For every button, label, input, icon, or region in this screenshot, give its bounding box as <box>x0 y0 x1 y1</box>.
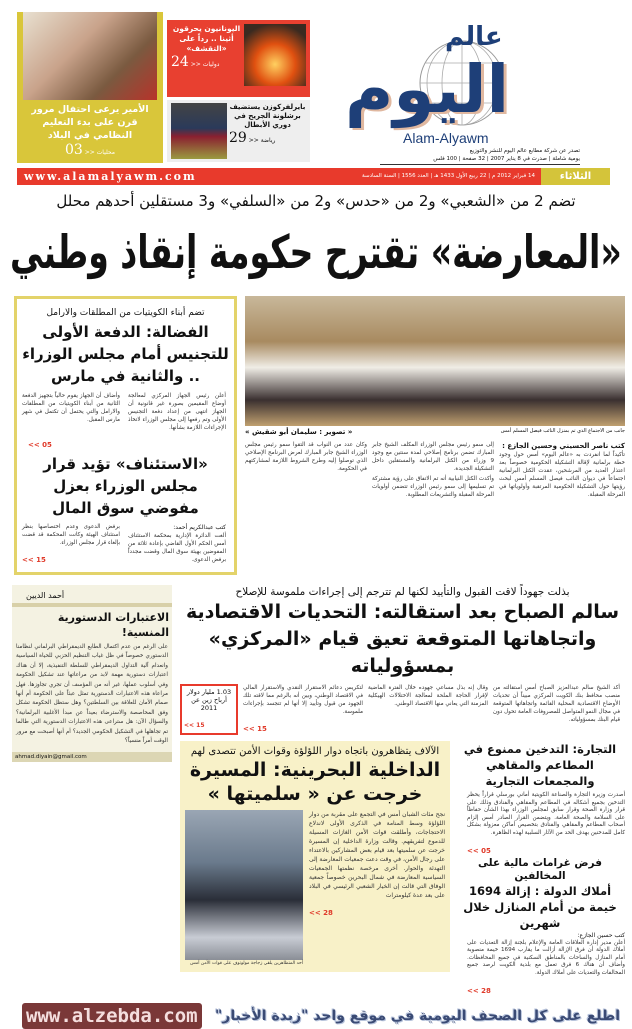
salem-col: أكد الشيخ سالم عبدالعزيز الصباح أمس استقالته من منصب محافظ بنك الكويت المركزي مبيناً أن تحديات الأوضاع الاقتصادية المحلية القائمة واتجاهاتها المتوقعة في مجال النمو المتواصل للمصروفات العامة تحول دون قيام البنك بمسؤولياته. <box>493 685 620 723</box>
box-col: أعلن رئيس الجهاز المركزي لمعالجة أوضاع المقيمين بصورة غير قانونية أن الجهاز انتهى من إعداد دفعة التجنيس الأولى وتم رفعها إلى مجلس الوزراء لاتخاذ الإجراءات اللازمة بشأنها. <box>128 393 226 431</box>
read-more-link[interactable]: << 05 <box>467 846 491 855</box>
stat-box[interactable] <box>180 684 238 735</box>
lead-story <box>245 296 625 499</box>
box-columns-2 <box>22 523 229 566</box>
salem-headline: سالم الصباح بعد استقالته: التحديات الاقتصادية واتجاهاتها المتوقعة تعيق قيام «المركزي» بمسؤولياته <box>185 601 620 677</box>
bahrain-kicker: الآلاف يتظاهرون باتجاه دوار اللؤلؤة وقوات الأمن تتصدى لهم <box>190 746 440 757</box>
smoking-headline: التجارة: التدخين ممنوع في المطاعم والمقاهي والمجمعات التجارية <box>463 742 617 788</box>
promo-text <box>171 24 242 93</box>
website-link[interactable]: www.alamalyawm.com <box>24 170 197 183</box>
tents-headline: أملاك الدولة : إزالة 1694 خيمة من أمام المنازل خلال شهرين <box>463 883 617 930</box>
box-col: وأضاف أن الجهاز يقوم حالياً بتجهيز الدفعة الثانية من أبناء الكويتيات من المطلقات والارامل والتي يحتمل أن تكتمل في شهر مارس المقبل. <box>22 393 120 423</box>
box-headline-2: «الاستئناف» تؤيد قرار مجلس الوزراء بعزل مفوضي سوق المال <box>43 455 208 517</box>
lead-caption: جانب من الاجتماع الذي تم بمنزل النائب فيصل المسلم أمس <box>500 428 625 434</box>
lower-split <box>180 741 625 997</box>
opinion-body: على الرغم من عدم اكتمال الطابع الديمقراطي البرلماني لنظامنا الدستوري خصوصاً في ظل غياب التنظيم الحزبي للحياة السياسية وانعدام آلية التداول الديمقراطي للسلطة التنفيذية، إلا أن هناك اعتبارات دستورية مهمة لابد من مراعاتها عند تشكيل الحكومة وفي أسلوب عملها، غير أنه من المؤسف أن تجري تجاوزها. فهل مراعاة هذه الاعتبارات الدستورية تمثل عبئاً على الحكومة أم أنها صمام الأمان للعلاقة بين السلطتين؟ وهل ستظل الحكومة تشكل وفق المحاصصة والاسترضاء بعيداً عن مبدأ الأغلبية البرلمانية؟ والسؤال الآن: هل ستراعى هذه الاعتبارات الدستورية التي طالما تم تجاهلها في التشكيل الحكومي الجديد؟ أم أنها أصبحت مع مرور الوقت أمراً منسياً؟ <box>16 644 168 745</box>
promo-section: محليات <box>96 149 116 156</box>
promo-title: بايرلفركوزن يستضيف برشلونة الجريح في دوري الأبطال <box>229 103 306 129</box>
lead-columns <box>245 441 625 499</box>
day-label: الثلاثاء <box>541 168 610 185</box>
promo-greece[interactable] <box>167 20 310 97</box>
box-byline: كتب عبدالكريم أحمد: <box>173 524 226 531</box>
promo-photo-fire <box>244 24 306 86</box>
salem-kicker: بذلت جهوداً لاقت القبول والتأييد لكنها لم تترجم إلى إجراءات ملموسة للإصلاح <box>235 586 570 598</box>
bottom-row <box>0 585 632 997</box>
tents-body: أعلن مدير إدارة العلاقات العامة والإعلام بلجنة إزالة التعديات على أملاك الدولة أن فرق الإزالة أزالت ما يقارب 1694 خيمة منصوبة أمام المنازل والساحات بالمناطق السكنية في جميع المحافظات. وأضاف أن هناك 6 فرق تعمل مع بلدية الكويت لرصد جميع المخالفات والتعديات على أملاك الدولة. <box>467 939 625 976</box>
box-col-right <box>128 523 226 564</box>
lead-photo <box>245 296 625 426</box>
logo-latin: Alam-Alyawm <box>403 130 489 146</box>
promo-title: الأمير يرعى احتفال مرور قرن على بدء التعليم النظامي في البلاد <box>31 104 149 141</box>
lead-caption-row <box>245 428 625 437</box>
read-more-link[interactable]: << 05 <box>28 441 52 449</box>
bahrain-text <box>309 810 445 919</box>
news-box <box>14 296 237 575</box>
bahrain-box <box>180 741 450 972</box>
bahrain-headline: الداخلية البحرينية: المسيرة خرجت عن « سلميتها » <box>189 759 441 805</box>
smoking-body: أصدرت وزيرة التجارة والصناعة الكويتية أماني بورسلي قراراً يحظر التدخين بجميع أشكاله في المطاعم والمقاهي والفنادق وذلك على قرار وزارة الصحة وقرار سابق لمجلس الوزراء بهذا الشأن حفاظاً على السلامة والصحة العامة. ويتضمن القرار الصادر أمس إلزام أصحاب المطاعم والمقاهي والفنادق بتخصيص أماكن معزولة بشكل كامل للمدخنين بهدف الحد من الآثار السلبية لهذه الظاهرة. <box>467 792 625 836</box>
tents-kicker: فرض غرامات مالية على المخالفين <box>478 856 602 882</box>
tents-byline: كتب حسين الجازع: <box>577 931 625 939</box>
promo-page: دوليات << 24 <box>171 54 220 70</box>
bottom-banner <box>0 1003 632 1029</box>
box-headline: الفضالة: الدفعة الأولى للتجنيس أمام مجلس الوزراء .. والثانية في مارس <box>22 323 229 385</box>
lead-headline-wrap <box>0 216 632 288</box>
date-bar <box>17 168 541 185</box>
logo-sub: عالم <box>445 22 503 52</box>
logo <box>345 22 610 152</box>
bahrain-photo <box>185 810 303 960</box>
read-more-link: << 15 <box>184 722 205 729</box>
box-kicker: تضم أبناء الكويتيات من المطلقات والارامل <box>46 308 205 318</box>
lead-col: تأكيداً لما انفردت به «عالم اليوم» أمس حول وجود خطة برلمانية لإقالة التشكيلة الحكومية خصوصاً بعد اعتذار العديد من المرشحين، عقدت الكتل البرلمانية اجتماعاً في ديوان النائب فيصل المسلم أمس لبحث رؤيتها حول التشكيلة الحكومية المرتقبة وأولوياتها في المرحلة المقبلة. <box>499 452 625 498</box>
promo-photo-football <box>171 103 227 159</box>
salem-columns <box>180 684 625 735</box>
bahrain-body: نجح مئات الشبان أمس في التجمع على مقربة من دوار اللؤلؤة وسط المنامة في الذكرى الأولى لاندلاع الاحتجاجات، وأطلقت قوات الأمن الغازات المسيلة للدموع لتفريقهم. وقالت وزارة الداخلية إن المسيرة خرجت عن سلميتها بعد قيام بعض المشاركين بالاعتداء على رجال الأمن، في وقت دعت جمعيات المعارضة إلى التهدئة والحوار. أخرى مرخصة نظمتها الجمعيات السياسية المعارضة في شمال البحرين خصوصاً جمعية الوفاق التي قالت إن الخيار الشعبي الرئيسي في البلاد على بعد عدة كيلومترات <box>309 811 445 899</box>
lead-col: وأكدت الكتل النيابية أنه تم الاتفاق على رؤية مشتركة تم تسليمها إلى سمو رئيس الوزراء تتضمن أولويات المرحلة المقبلة والتشريعات المطلوبة. <box>372 476 494 498</box>
salem-col: لتكريس دعائم الاستقرار النقدي والاستقرار المالي في الاقتصاد الوطني، وبين أنه بالرغم مما لاقته تلك الجهود من قبول وتأييد إلا أنها لم تتجسد بإجراءات ملموسة. <box>243 685 363 715</box>
promo-main[interactable] <box>17 12 163 163</box>
publisher-line: تصدر عن شركة مطابع عالم اليوم للنشر والتوزيع <box>469 148 580 154</box>
promo-football[interactable] <box>167 100 310 162</box>
box-col: برفض الدعوى وعدم اختصاصها بنظر استئناف الهيئة وكانت المحكمة قد قضت بإلغاء قرار مجلس الوزراء. <box>22 524 120 546</box>
opinion-email[interactable]: ahmad.diyain@gmail.com <box>12 752 172 762</box>
bahrain-content <box>185 810 445 967</box>
lower-main <box>180 585 625 997</box>
opinion-author: أحمد الديين <box>26 591 65 600</box>
content-area <box>0 296 632 1029</box>
read-more-link[interactable]: << 28 <box>309 909 333 917</box>
salem-col: وقال إنه بذل مساعي جهوده خلال الفترة الماضية لإقرار الحاجة الملحة لمعالجة الاختلالات الهيكلية المزمنة التي يعاني منها الاقتصاد الوطني. <box>368 685 488 707</box>
photo-credit: « تصوير : سليمان أبو شقيش » <box>245 428 353 436</box>
issue-date: 14 فبراير 2012 م | 22 ربيع الأول 1433 هـ | العدد 1556 | السنة السادسة <box>362 173 535 179</box>
logo-main: اليوم <box>345 51 510 128</box>
lead-headline: «المعارضة» تقترح حكومة إنقاذ وطني <box>10 225 622 279</box>
box-col: ألغت الدائرة الإدارية بمحكمة الاستئناف أمس الحكم الأول القاضي بإعادة ثلاثة من المفوضين بهيئة سوق المال وقضت مجدداً برفض الدعوى. <box>128 533 226 563</box>
promo-title: اليونانيون يحرقون أثينا .. رداً على «التقشف» <box>172 24 241 53</box>
bahrain-caption: أحد المتظاهرين يلقي زجاجة مولوتوف على قوات الأمن أمس <box>190 961 303 966</box>
lead-col: إلى سمو رئيس مجلس الوزراء المكلف الشيخ جابر المبارك تضمن برنامج إصلاحي لمدة سنتين مع وجود 9 وزراء من الكتل البرلمانية والمستقلين داخل التشكيلة الجديدة. <box>372 442 494 472</box>
lead-col-right <box>499 441 625 499</box>
top-row <box>0 296 632 575</box>
zebda-url[interactable]: www.alzebda.com <box>22 1003 202 1029</box>
stat-text: 1.03 مليار دولار أرباح زين عن 2011 <box>186 688 232 712</box>
right-column <box>455 741 625 997</box>
lead-byline: كتب ناصر الحسيني وحسين الجازع : <box>502 442 625 450</box>
box-col-left <box>22 523 120 566</box>
promo-page: رياضة << 29 <box>229 130 276 146</box>
read-more-link[interactable]: << 15 <box>243 725 267 733</box>
lead-col: وكان عدد من النواب قد التقوا سمو رئيس مجلس الوزراء الشيخ جابر المبارك لعرض البرنامج الإصلاحي الذي توصلوا إليه وطرح الشروط اللازمة لمشاركتهم في الحكومة. <box>245 442 367 472</box>
zebda-banner-text[interactable]: اطلع على كل الصحف اليومية في موقع واحد "زبدة الأخبار" <box>214 1007 620 1024</box>
promo-text <box>229 103 306 159</box>
opinion-headline: الاعتبارات الدستورية المنسية! <box>57 611 169 639</box>
opinion-column <box>12 585 172 762</box>
box-columns <box>22 392 229 432</box>
issue-info: يومية شاملة | صدرت في 8 يناير 2007 | 32 صفحة | 100 فلس <box>380 156 580 165</box>
bahrain-photo-wrap <box>185 810 303 967</box>
promo-photo-emir <box>23 12 157 100</box>
lead-col-middle <box>372 441 494 499</box>
lead-kicker: تضم 2 من «الشعبي» و2 من «حدس» و2 من «السلفي» و3 مستقلين أحدهم محلل <box>56 192 576 210</box>
read-more-link[interactable]: << 28 <box>467 986 491 995</box>
read-more-link[interactable]: << 15 <box>22 556 46 564</box>
promo-page: محليات << 03 <box>64 142 116 158</box>
salem-col-left <box>243 684 363 735</box>
